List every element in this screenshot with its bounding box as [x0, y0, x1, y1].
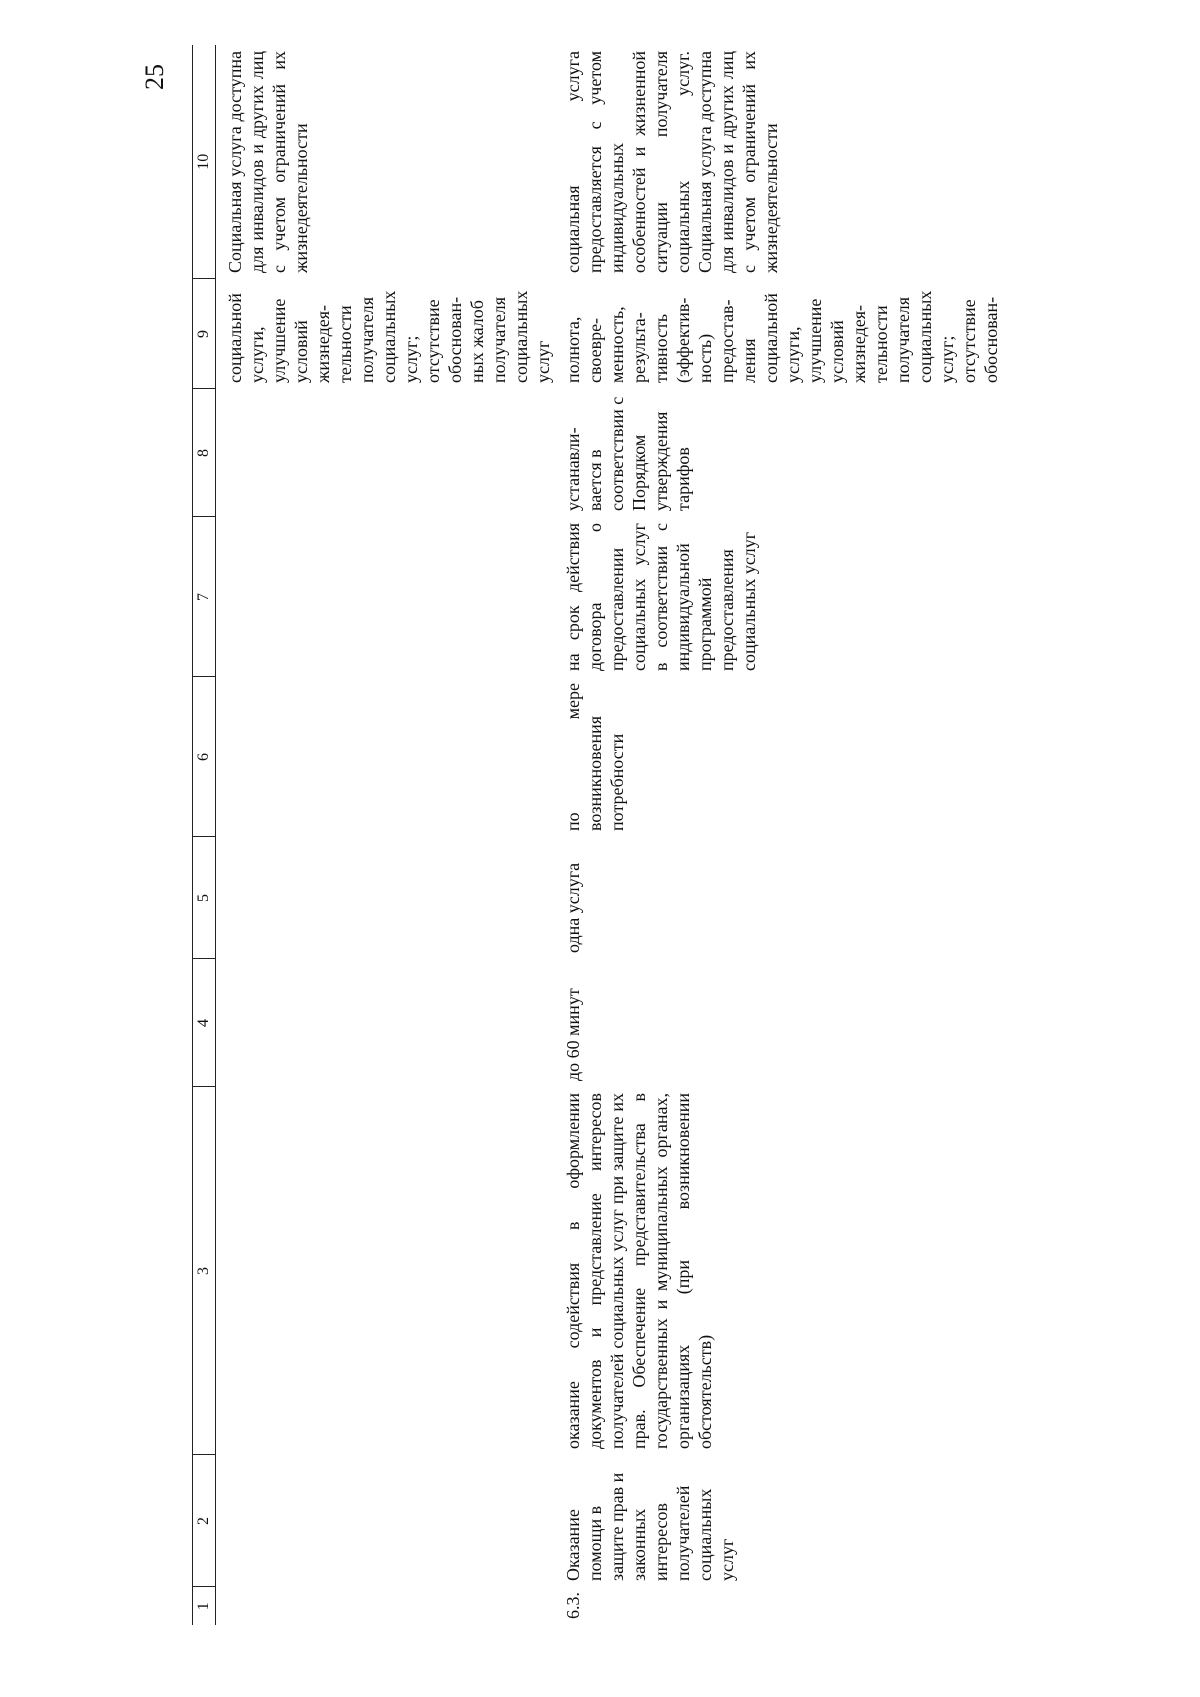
col-header: 8 — [193, 389, 216, 517]
col-header: 4 — [193, 959, 216, 1087]
col-header: 10 — [193, 45, 216, 279]
unit-cell: одна услуга — [563, 862, 583, 953]
conditions-cell: социальная услуга предоставляется с учетом индивидуальных особенностей и жизненной ситуации получателя социальных услуг. Социальная услуга доступна для инвалидов и других лиц с учетом ограничений их жизнедеятельности — [563, 51, 781, 273]
col-header: 9 — [193, 279, 216, 389]
periodicity-cell: по мере возникновения потребности — [563, 683, 627, 831]
header-row — [193, 45, 216, 1625]
tariff-cell: устанавли-вается в соответствии с Порядком утверждения тарифов — [563, 396, 693, 511]
col-header: 6 — [193, 677, 216, 837]
quality-cell: полнота, своевре-менность, результа-тивность (эффектив-ность) предостав-ления социальной услуги, улучшение условий жизнедея-тельности получателя социальных услуг; отсутствие обоснован- — [563, 290, 1001, 383]
col-header: 5 — [193, 837, 216, 959]
time-norm-cell: до 60 минут — [563, 988, 583, 1081]
quality-cell: социальной услуги, улучшение условий жизнедея-тельности получателя социальных услуг; отсутствие обоснован-ных жалоб получателя социальных услуг — [225, 290, 553, 383]
table-row — [554, 45, 1002, 1625]
continuation-row — [216, 45, 555, 1625]
conditions-cell: Социальная услуга доступна для инвалидов и других лиц с учетом ограничений их жизнедеятельности — [225, 51, 311, 273]
service-description-cell: оказание содействия в оформлении документов и представление интересов получателей социальных услуг при защите их прав. Обеспечение представительства в государственных и муниципальных органах, организациях (при возникновении обстоятельств) — [563, 1093, 715, 1449]
rotated-table-container — [192, 45, 1192, 1625]
col-header: 2 — [193, 1455, 216, 1587]
col-header: 3 — [193, 1087, 216, 1455]
page-number: 25 — [140, 64, 169, 90]
service-name-cell: Оказание помощи в защите прав и законных интересов получателей социальных услуг — [563, 1472, 737, 1581]
services-table — [192, 45, 1002, 1625]
col-header: 1 — [193, 1587, 216, 1625]
col-header: 7 — [193, 517, 216, 677]
term-cell: на срок действия договора о предоставлении социальных услуг в соответствии с индивидуальной программой предоставления социальных услуг — [563, 523, 759, 671]
row-number: 6.3. — [563, 1592, 583, 1619]
